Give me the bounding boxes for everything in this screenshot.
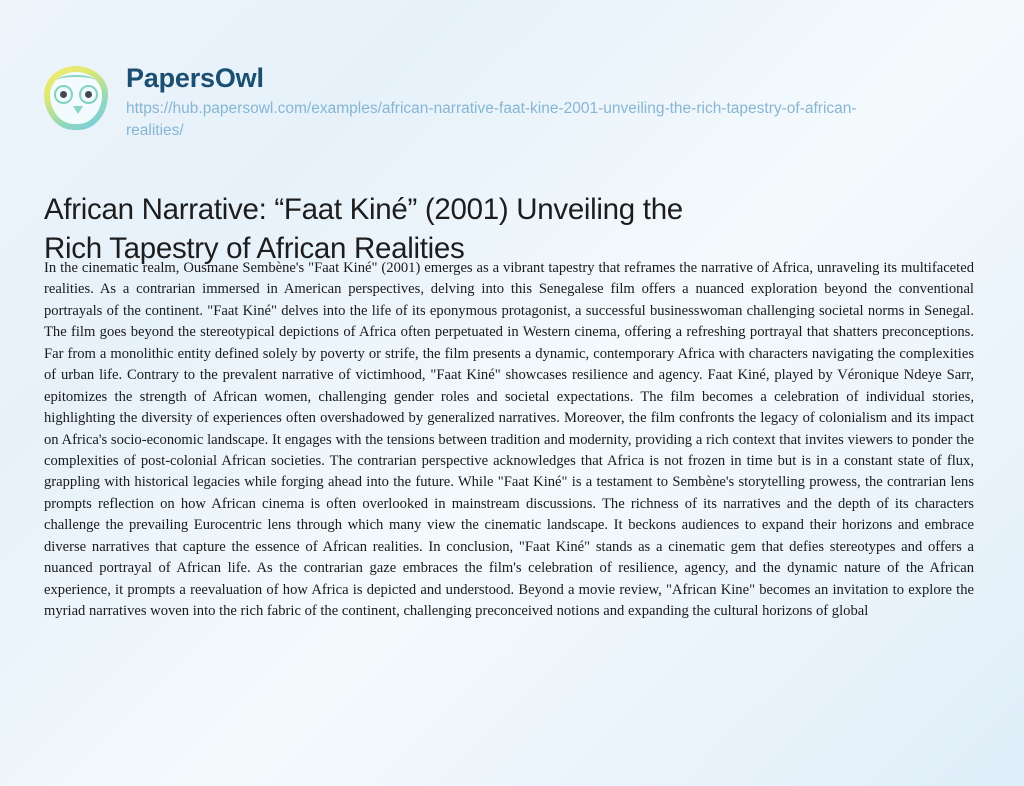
owl-logo-icon <box>44 66 108 130</box>
brand-block <box>126 62 886 143</box>
source-url[interactable]: https://hub.papersowl.com/examples/african-narrative-faat-kine-2001-unveiling-the-rich-tapestry-of-african-realities/ <box>126 99 857 140</box>
owl-beak-shape <box>73 106 83 114</box>
owl-eye-left-icon <box>54 85 73 104</box>
owl-eye-right-icon <box>79 85 98 104</box>
owl-eyes-group <box>54 79 98 109</box>
document-header <box>44 62 944 143</box>
brand-name: PapersOwl <box>126 63 264 93</box>
page-title: African Narrative: “Faat Kiné” (2001) Unveiling the Rich Tapestry of African Realities <box>44 192 683 266</box>
document-body-text: In the cinematic realm, Ousmane Sembène's "Faat Kiné" (2001) emerges as a vibrant tapestry that reframes the narrative of Africa, unraveling its multifaceted realities. As a contrarian immersed in American perspectives, delving into this Senegalese film offers a nuanced exploration beyond the conventional portrayals of the continent. "Faat Kiné" delves into the life of its eponymous protagonist, a successful businesswoman challenging societal norms in Senegal. The film goes beyond the stereotypical depictions of Africa often perpetuated in Western cinema, offering a refreshing portrayal that shatters preconceptions. Far from a monolithic entity defined solely by poverty or strife, the film presents a dynamic, contemporary Africa with characters navigating the complexities of urban life. Contrary to the prevalent narrative of victimhood, "Faat Kiné" showcases resilience and agency. Faat Kiné, played by Véronique Ndeye Sarr, epitomizes the strength of African women, challenging gender roles and societal expectations. The film becomes a celebration of individual stories, highlighting the diversity of experiences often overshadowed by generalized narratives. Moreover, the film confronts the legacy of colonialism and its impact on Africa's socio-economic landscape. It engages with the tensions between tradition and modernity, providing a rich context that invites viewers to ponder the complexities of post-colonial African societies. The contrarian perspective acknowledges that Africa is not frozen in time but is in a constant state of flux, grappling with historical legacies while forging ahead into the future. While "Faat Kiné" is a testament to Sembène's storytelling prowess, the contrarian lens prompts reflection on how African cinema is often overlooked in mainstream discussions. The richness of its narratives and the depth of its characters challenge the prevailing Eurocentric lens through which many view the cinematic landscape. It beckons audiences to expand their horizons and embrace diverse narratives that capture the essence of African realities. In conclusion, "Faat Kiné" stands as a cinematic gem that defies stereotypes and offers a nuanced portrayal of African life. As the contrarian gaze embraces the film's celebration of resilience, agency, and the dynamic nature of the African experience, it prompts a reevaluation of how Africa is depicted and understood. Beyond a movie review, "African Kine" becomes an invitation to explore the myriad narratives woven into the rich fabric of the continent, challenging preconceived notions and expanding the cultural horizons of global <box>44 260 974 619</box>
